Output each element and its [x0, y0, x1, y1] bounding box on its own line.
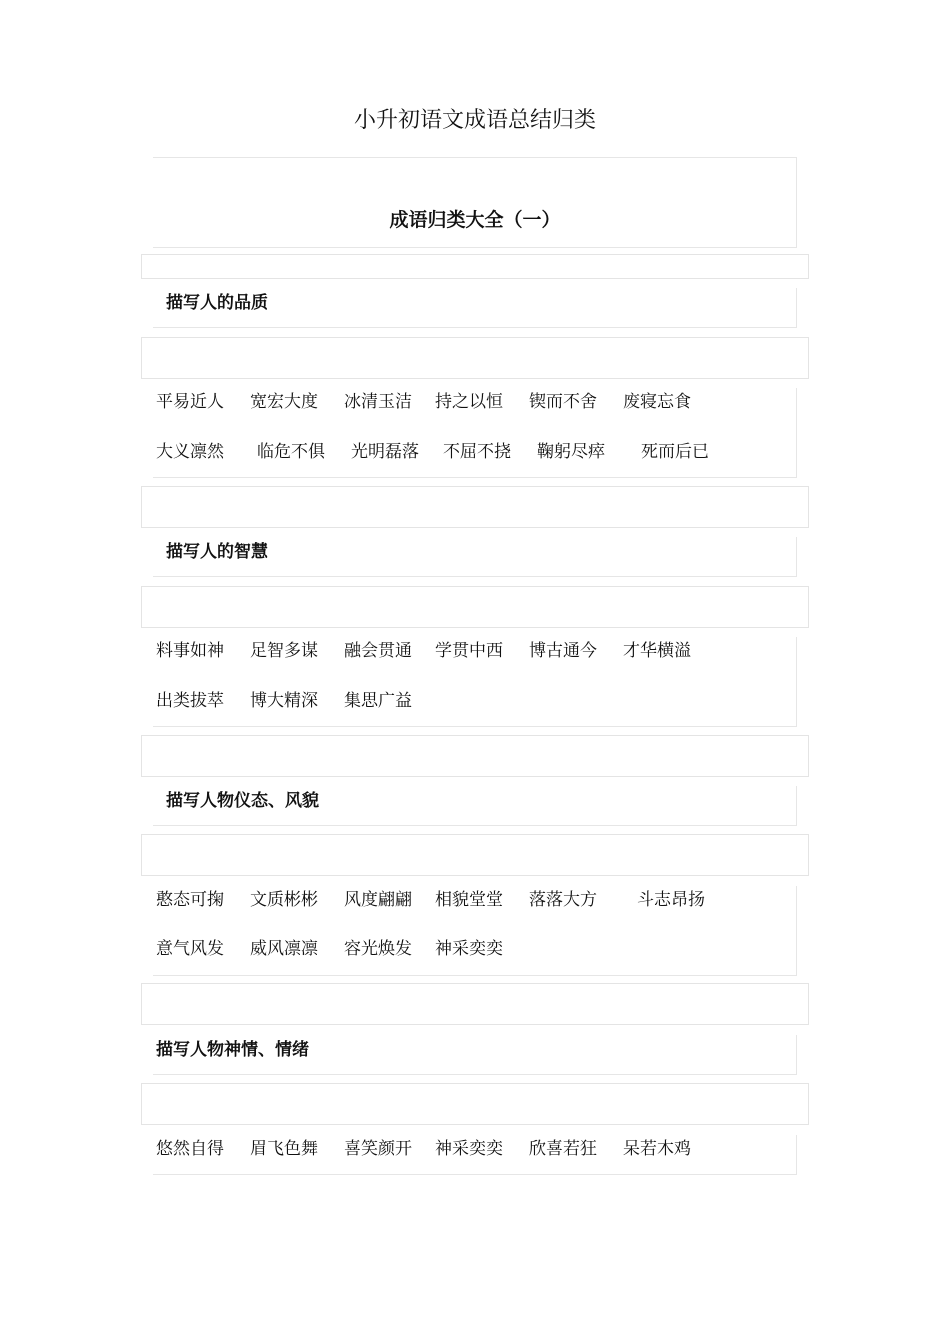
idiom: 才华横溢: [623, 641, 691, 661]
idiom: 意气风发: [156, 939, 224, 959]
idiom: 悠然自得: [156, 1139, 224, 1159]
idiom: 鞠躬尽瘁: [537, 442, 605, 462]
spacer-box: [141, 834, 809, 876]
idiom: 喜笑颜开: [344, 1139, 412, 1159]
idiom: 斗志昂扬: [637, 890, 705, 910]
idiom: 博古通今: [529, 641, 597, 661]
idiom: 足智多谋: [250, 641, 318, 661]
idiom: 宽宏大度: [250, 392, 318, 412]
section-title: 描写人的智慧: [166, 542, 268, 562]
idiom: 不屈不挠: [443, 442, 511, 462]
spacer-box: [141, 983, 809, 1025]
idiom: 神采奕奕: [435, 939, 503, 959]
idiom: 料事如神: [156, 641, 224, 661]
document-title: 小升初语文成语总结归类: [353, 108, 596, 133]
spacer-box: [141, 735, 809, 777]
idiom: 平易近人: [156, 392, 224, 412]
idiom: 废寝忘食: [623, 392, 691, 412]
idiom: 神采奕奕: [435, 1139, 503, 1159]
idiom: 威风凛凛: [250, 939, 318, 959]
section-title: 描写人物神情、情绪: [156, 1040, 309, 1060]
idiom: 集思广益: [344, 691, 412, 711]
idiom: 临危不俱: [257, 442, 325, 462]
idiom: 相貌堂堂: [435, 890, 503, 910]
idiom: 博大精深: [250, 691, 318, 711]
idiom: 欣喜若狂: [529, 1139, 597, 1159]
spacer-box: [141, 486, 809, 528]
idiom: 落落大方: [529, 890, 597, 910]
spacer-box: [141, 1083, 809, 1125]
idiom: 呆若木鸡: [623, 1139, 691, 1159]
idiom: 眉飞色舞: [250, 1139, 318, 1159]
section-title: 描写人的品质: [166, 293, 268, 313]
main-heading: 成语归类大全（一）: [389, 209, 561, 231]
spacer-box: [141, 337, 809, 379]
idiom: 融会贯通: [344, 641, 412, 661]
idiom: 学贯中西: [435, 641, 503, 661]
idiom: 出类拔萃: [156, 691, 224, 711]
idiom: 锲而不舍: [529, 392, 597, 412]
idiom: 风度翩翩: [344, 890, 412, 910]
section-title: 描写人物仪态、风貌: [166, 791, 319, 811]
idiom: 憨态可掬: [156, 890, 224, 910]
idiom: 文质彬彬: [250, 890, 318, 910]
spacer-box: [141, 586, 809, 628]
spacer-box: [141, 254, 809, 279]
idiom: 容光焕发: [344, 939, 412, 959]
idiom: 冰清玉洁: [344, 392, 412, 412]
idiom: 大义凛然: [156, 442, 224, 462]
idiom: 死而后已: [641, 442, 709, 462]
idiom: 持之以恒: [435, 392, 503, 412]
idiom: 光明磊落: [351, 442, 419, 462]
